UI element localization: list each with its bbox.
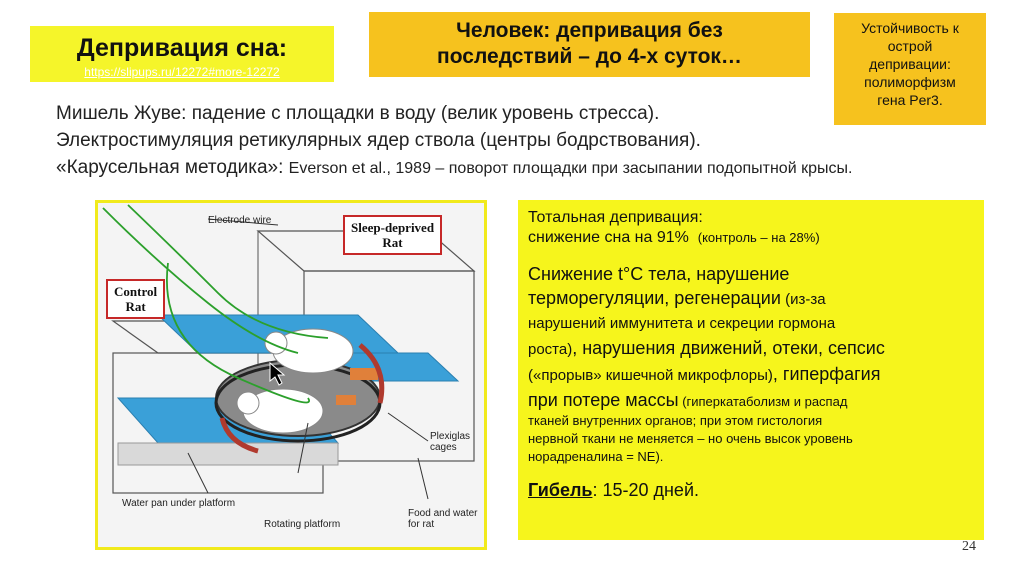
intro-text <box>56 100 1016 182</box>
death-label: Гибель <box>528 480 593 500</box>
carousel-apparatus-figure <box>95 200 487 550</box>
total-reduction: снижение сна на 91% <box>528 229 689 246</box>
total-deprivation <box>528 208 974 248</box>
effects-line-2 <box>528 286 974 312</box>
effects-line-6 <box>528 388 974 412</box>
per3-line-2: острой <box>887 38 933 54</box>
per3-line-3: депривации: <box>869 56 951 72</box>
effects-line-2-aside: (из-за <box>780 291 826 308</box>
sleep-deprived-rat-callout <box>343 215 442 255</box>
death-value: : 15-20 дней. <box>592 480 700 500</box>
control-line-2: Rat <box>125 299 146 314</box>
effects-line-4-aside: роста) <box>528 341 573 358</box>
electrode-wire-label: Electrode wire <box>208 215 272 226</box>
rotating-platform-label: Rotating platform <box>264 519 341 530</box>
intro-line-3-method: «Карусельная методика»: <box>56 157 289 178</box>
effects-line-6-aside: (гиперкатаболизм и распад <box>678 394 848 409</box>
human-line-2: последствий – до 4-х суток… <box>437 45 742 68</box>
plexiglas-line-2: cages <box>430 442 457 453</box>
effects-line-4-main: , нарушения движений, отеки, сепсис <box>572 338 885 358</box>
human-deprivation-box <box>369 12 810 77</box>
food-line-2: for rat <box>408 519 435 530</box>
effects-box <box>518 200 984 540</box>
effects-line-8: нервной ткани не меняется – но очень высок уровень <box>528 431 853 446</box>
effects-line-9: норадреналина = NE). <box>528 449 664 464</box>
effects-line-6-main: при потере массы <box>528 390 679 410</box>
control-rat-callout <box>106 279 165 319</box>
effects-line-3: нарушений иммунитета и секреции гормона <box>528 315 836 332</box>
effects-line-5 <box>528 362 974 388</box>
effects-line-1: Снижение t°C тела, нарушение <box>528 264 790 284</box>
source-link[interactable]: https://slipups.ru/12272#more-12272 <box>84 65 280 79</box>
plexiglas-label <box>430 431 470 453</box>
food-water-label <box>408 508 478 530</box>
intro-line-2: Электростимуляция ретикулярных ядер ствола (центры бодрствования). <box>56 130 701 151</box>
water-pan-label: Water pan under platform <box>122 498 236 509</box>
intro-line-3-citation: Everson et al., 1989 – поворот площадки при засыпании подопытной крысы. <box>288 160 853 177</box>
slide-title-box <box>30 26 334 82</box>
page-number: 24 <box>962 539 976 554</box>
total-line-1: Тотальная депривация: <box>528 209 703 226</box>
effects-line-7: тканей внутренних органов; при этом гистология <box>528 413 823 428</box>
intro-line-3 <box>56 154 1016 182</box>
food-line-1: Food and water <box>408 508 478 519</box>
total-control: (контроль – на 28%) <box>697 230 820 245</box>
control-line-1: Control <box>114 284 158 299</box>
sleep-deprived-line-2: Rat <box>382 235 403 250</box>
per3-line-5: гена Per3. <box>877 92 943 108</box>
plexiglas-line-1: Plexiglas <box>430 431 471 442</box>
sleep-deprived-line-1: Sleep-deprived <box>351 220 435 235</box>
per3-line-4: полиморфизм <box>864 74 956 90</box>
human-line-1: Человек: депривация без <box>456 19 723 42</box>
effects-line-5-aside: («прорыв» кишечной микрофлоры) <box>528 367 773 384</box>
effects-text <box>528 262 974 466</box>
total-line-2 <box>528 228 974 248</box>
slide-title: Депривация сна: <box>76 34 288 62</box>
effects-line-2-main: терморегуляции, регенерации <box>528 288 781 308</box>
effects-line-4 <box>528 336 974 362</box>
death-line <box>528 480 974 501</box>
intro-line-1: Мишель Жуве: падение с площадки в воду (велик уровень стресса). <box>56 103 660 124</box>
per3-line-1: Устойчивость к <box>861 20 959 36</box>
effects-line-5-main: , гиперфагия <box>772 364 881 384</box>
